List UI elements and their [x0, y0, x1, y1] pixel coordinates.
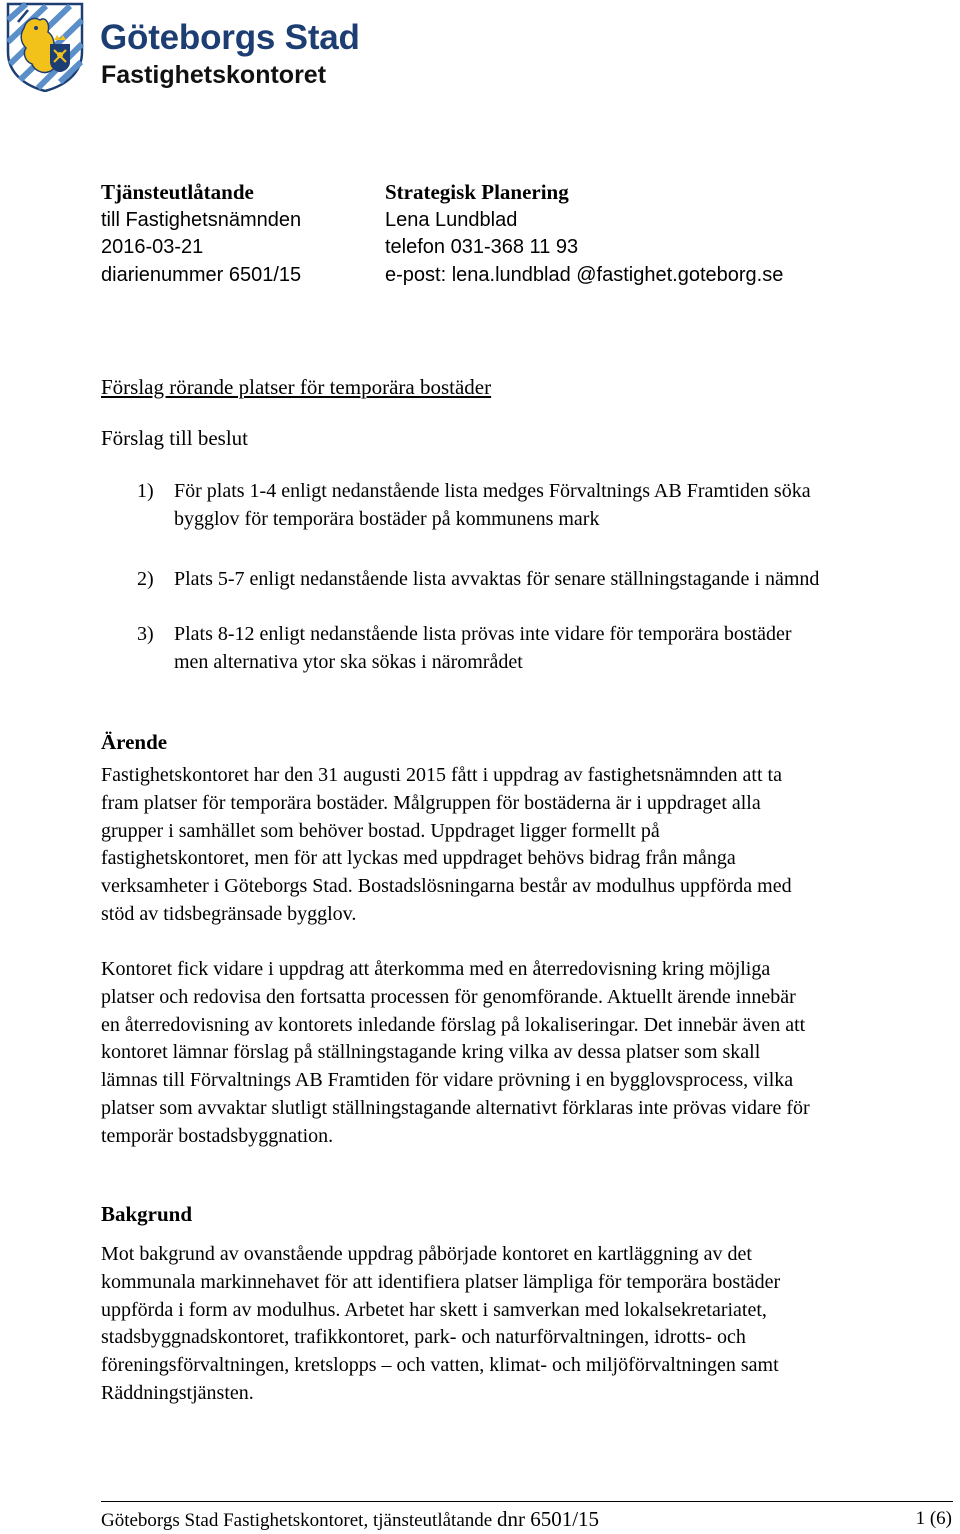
footer-divider	[101, 1501, 953, 1502]
logo-office-name: Fastighetskontoret	[101, 61, 327, 89]
paragraph	[101, 956, 956, 1151]
decision-number: 2)	[137, 568, 154, 590]
paragraph-line: Fastighetskontoret har den 31 augusti 2015 fått i uppdrag av fastighetsnämnden att ta	[101, 764, 782, 786]
decision-item	[137, 478, 952, 533]
paragraph-line: fram platser för temporära bostäder. Målgruppen för bostäderna är i uppdraget alla	[101, 791, 761, 814]
paragraph-line: grupper i samhället som behöver bostad. Uppdraget ligger formellt på	[101, 819, 660, 842]
department: Strategisk Planering	[385, 180, 569, 204]
paragraph-line: kommunala markinnehavet för att identifiera platser lämpliga för temporära bostäder	[101, 1270, 781, 1293]
section-heading-bakgrund: Bakgrund	[101, 1202, 193, 1226]
logo-city-name: Göteborgs Stad	[100, 18, 360, 57]
paragraph-line: stöd av tidsbegränsade bygglov.	[101, 902, 357, 925]
footer-label: Göteborgs Stad Fastighetskontoret, tjänsteutlåtande	[101, 1510, 493, 1531]
paragraph-line: platser som avvaktar slutligt ställningstagande alternativt förklaras inte prövas vidare för	[101, 1096, 810, 1119]
paragraph	[101, 762, 956, 929]
decision-item	[137, 621, 952, 676]
paragraph-line: Räddningstjänsten.	[101, 1381, 254, 1404]
goteborg-coat-of-arms-icon	[4, 2, 86, 92]
decision-number: 1)	[137, 480, 154, 502]
contact-phone: telefon 031-368 11 93	[385, 236, 579, 258]
paragraph-line: Kontoret fick vidare i uppdrag att återkomma med en återredovisning kring möjliga	[101, 958, 771, 980]
decision-number: 3)	[137, 623, 154, 645]
paragraph-line: lämnas till Förvaltnings AB Framtiden för vidare prövning i en bygglovsprocess, vilka	[101, 1069, 794, 1092]
paragraph-line: Mot bakgrund av ovanstående uppdrag påbörjade kontoret en kartläggning av det	[101, 1243, 752, 1265]
paragraph	[101, 1241, 956, 1408]
contact-email: e-post: lena.lundblad @fastighet.goteborg.se	[385, 263, 784, 286]
paragraph-line: platser och redovisa den fortsatta processen för genomförande. Aktuellt ärende innebär	[101, 985, 796, 1008]
page-number: 1 (6)	[915, 1508, 952, 1529]
paragraph-line: uppförda i form av modulhus. Arbetet har skett i samverkan med lokalsekretariatet,	[101, 1298, 767, 1321]
paragraph-line: en återredovisning av kontorets inledande förslag på lokaliseringar. Det innebär även att	[101, 1013, 806, 1036]
contact-info	[385, 179, 783, 289]
document-date: 2016-03-21	[101, 236, 204, 258]
contact-name: Lena Lundblad	[385, 208, 518, 231]
paragraph-line: föreningsförvaltningen, kretslopps – och vatten, klimat- och miljöförvaltningen samt	[101, 1354, 779, 1377]
decision-line: Plats 8-12 enligt nedanstående lista prövas inte vidare för temporära bostäder	[174, 623, 792, 645]
decision-item	[137, 566, 952, 594]
section-heading-arende: Ärende	[101, 730, 168, 754]
decision-line: men alternativa ytor ska sökas i närområdet	[174, 650, 523, 673]
paragraph-line: kontoret lämnar förslag på ställningstagande kring vilka av dessa platser som skall	[101, 1041, 761, 1064]
document-title: Förslag rörande platser för temporära bostäder	[101, 375, 492, 399]
footer-diary-number: dnr 6501/15	[496, 1507, 600, 1531]
paragraph-line: temporär bostadsbyggnation.	[101, 1124, 334, 1147]
decision-line: bygglov för temporära bostäder på kommunens mark	[174, 507, 600, 530]
diary-number: diarienummer 6501/15	[101, 263, 302, 286]
document-type: Tjänsteutlåtande	[101, 180, 254, 204]
recipient: till Fastighetsnämnden	[101, 208, 302, 231]
decision-line: För plats 1-4 enligt nedanstående lista medges Förvaltnings AB Framtiden söka	[174, 480, 811, 502]
paragraph-line: fastighetskontoret, men för att lyckas med uppdraget behövs bidrag från många	[101, 847, 736, 870]
paragraph-line: stadsbyggnadskontoret, trafikkontoret, park- och naturförvaltningen, idrotts- och	[101, 1326, 746, 1349]
decision-line: Plats 5-7 enligt nedanstående lista avvaktas för senare ställningstagande i nämnd	[174, 568, 820, 590]
decision-heading: Förslag till beslut	[101, 426, 248, 450]
document-meta	[101, 179, 301, 289]
footer-text	[101, 1507, 599, 1532]
paragraph-line: verksamheter i Göteborgs Stad. Bostadslösningarna består av modulhus uppförda med	[101, 875, 792, 898]
